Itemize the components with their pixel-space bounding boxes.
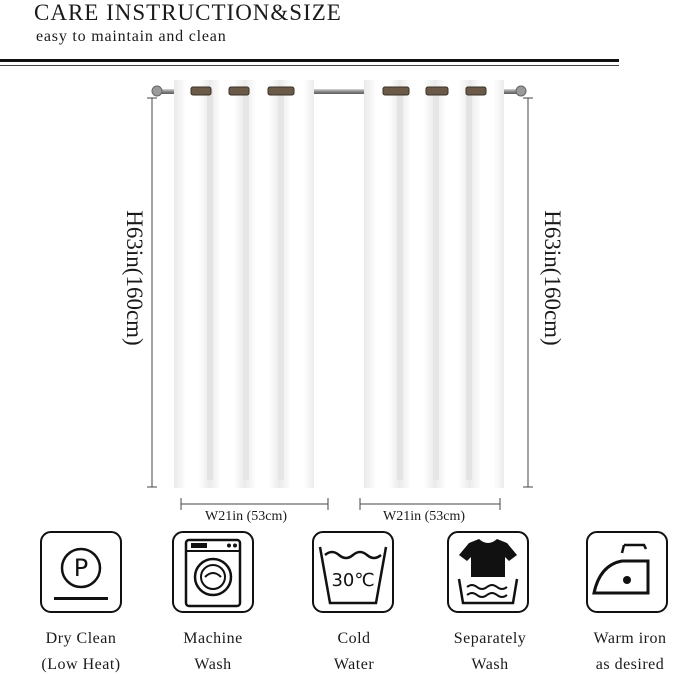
care-label-line2: as desired [595, 656, 665, 673]
curtain-panel-right [364, 80, 504, 488]
height-label-right: H63in(160cm) [540, 210, 565, 346]
rod-finial-right [516, 86, 526, 96]
dry-clean-icon [40, 531, 122, 613]
care-label-line2: Wash [471, 656, 509, 673]
care-label-line1: Warm iron [593, 630, 667, 647]
iron-icon [586, 531, 668, 613]
separate-wash-icon [447, 531, 529, 613]
care-label-dry-clean [16, 626, 146, 678]
washing-machine-icon [172, 531, 254, 613]
care-label-line2: Water [333, 656, 375, 673]
rod-finial-left [152, 86, 162, 96]
care-label-line1: Cold [337, 630, 371, 647]
curtain-panel-left [174, 80, 314, 488]
width-label-left: W21in (53cm) [201, 509, 291, 525]
wash-basin-icon [312, 531, 394, 613]
care-label-line1: Machine [183, 630, 243, 647]
care-label-line1: Dry Clean [45, 630, 117, 647]
dry-clean-letter: P [73, 554, 89, 582]
care-label-cold-water [289, 626, 419, 678]
height-dimension-right [523, 98, 533, 487]
care-label-machine-wash [148, 626, 278, 678]
care-label-line1: Separately [453, 630, 527, 647]
care-label-line2: (Low Heat) [41, 656, 121, 673]
water-temperature: 30℃ [331, 570, 375, 591]
height-label-left: H63in(160cm) [122, 210, 147, 346]
width-label-right: W21in (53cm) [379, 509, 469, 525]
care-label-warm-iron [565, 626, 679, 678]
page-subtitle: easy to maintain and clean [36, 28, 227, 45]
care-label-separately-wash [425, 626, 555, 678]
page-title: CARE INSTRUCTION&SIZE [34, 0, 342, 25]
care-label-line2: Wash [194, 656, 232, 673]
